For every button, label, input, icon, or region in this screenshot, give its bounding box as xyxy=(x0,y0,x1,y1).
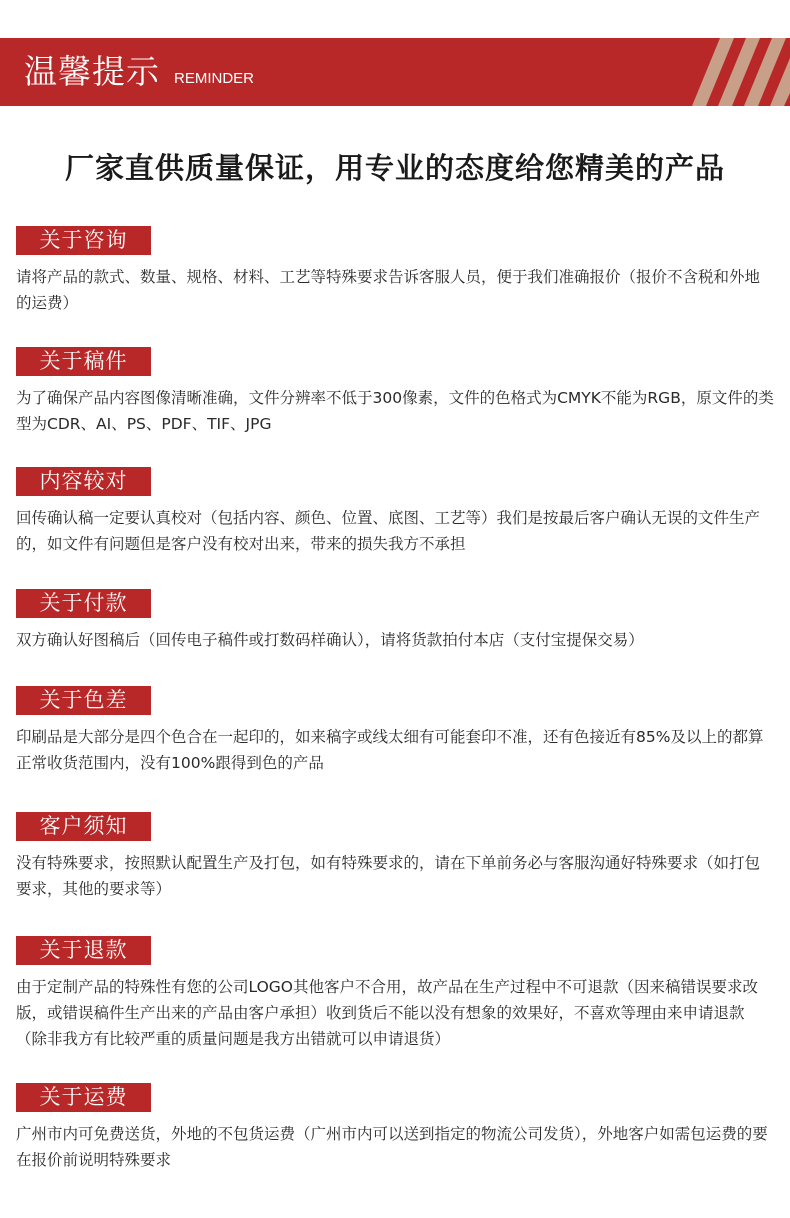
section-text: 请将产品的款式、数量、规格、材料、工艺等特殊要求告诉客服人员，便于我们准确报价（报价不含税和外地的运费） xyxy=(16,268,761,312)
section-text: 由于定制产品的特殊性有您的公司LOGO其他客户不合用，故产品在生产过程中不可退款（因来稿错误要求改版，或错误稿件生产出来的产品由客户承担）收到货后不能以没有想象的效果好，不喜欢等理由来申请退款（除非我方有比较严重的质量问题是我方出错就可以申请退货） xyxy=(16,978,758,1048)
section-label: 客户须知 xyxy=(16,812,151,841)
section-label: 关于稿件 xyxy=(16,347,151,376)
section-text: 回传确认稿一定要认真校对（包括内容、颜色、位置、底图、工艺等）我们是按最后客户确认无误的文件生产的，如文件有问题但是客户没有校对出来，带来的损失我方不承担 xyxy=(16,509,761,553)
section-text: 没有特殊要求，按照默认配置生产及打包，如有特殊要求的，请在下单前务必与客服沟通好特殊要求（如打包要求，其他的要求等） xyxy=(16,854,761,898)
section-text: 广州市内可免费送货，外地的不包货运费（广州市内可以送到指定的物流公司发货），外地客户如需包运费的要在报价前说明特殊要求 xyxy=(16,1125,768,1169)
section-label: 关于运费 xyxy=(16,1083,151,1112)
section-label: 关于咨询 xyxy=(16,226,151,255)
section-proofreading xyxy=(16,467,776,557)
section-text: 印刷品是大部分是四个色合在一起印的，如来稿字或线太细有可能套印不准，还有色接近有85%及以上的都算正常收货范围内，没有100%跟得到色的产品 xyxy=(16,728,764,772)
section-consultation xyxy=(16,226,776,316)
section-text: 双方确认好图稿后（回传电子稿件或打数码样确认），请将货款拍付本店（支付宝提保交易） xyxy=(16,631,644,649)
decorative-stripes-icon xyxy=(690,38,790,106)
reminder-banner xyxy=(0,38,790,106)
banner-subtitle: REMINDER xyxy=(174,70,255,87)
section-shipping xyxy=(16,1083,776,1173)
banner-title: 温馨提示 xyxy=(24,52,160,91)
section-label: 关于退款 xyxy=(16,936,151,965)
section-color-difference xyxy=(16,686,776,776)
section-label: 关于色差 xyxy=(16,686,151,715)
section-label: 关于付款 xyxy=(16,589,151,618)
page-headline: 厂家直供质量保证，用专业的态度给您精美的产品 xyxy=(64,151,725,185)
section-text: 为了确保产品内容图像清晰准确，文件分辨率不低于300像素，文件的色格式为CMYK不能为RGB，原文件的类型为CDR、AI、PS、PDF、TIF、JPG xyxy=(16,389,774,433)
section-customer-notice xyxy=(16,812,776,902)
section-label: 内容较对 xyxy=(16,467,151,496)
section-refund xyxy=(16,936,776,1052)
section-manuscript xyxy=(16,347,776,437)
section-payment xyxy=(16,589,776,653)
